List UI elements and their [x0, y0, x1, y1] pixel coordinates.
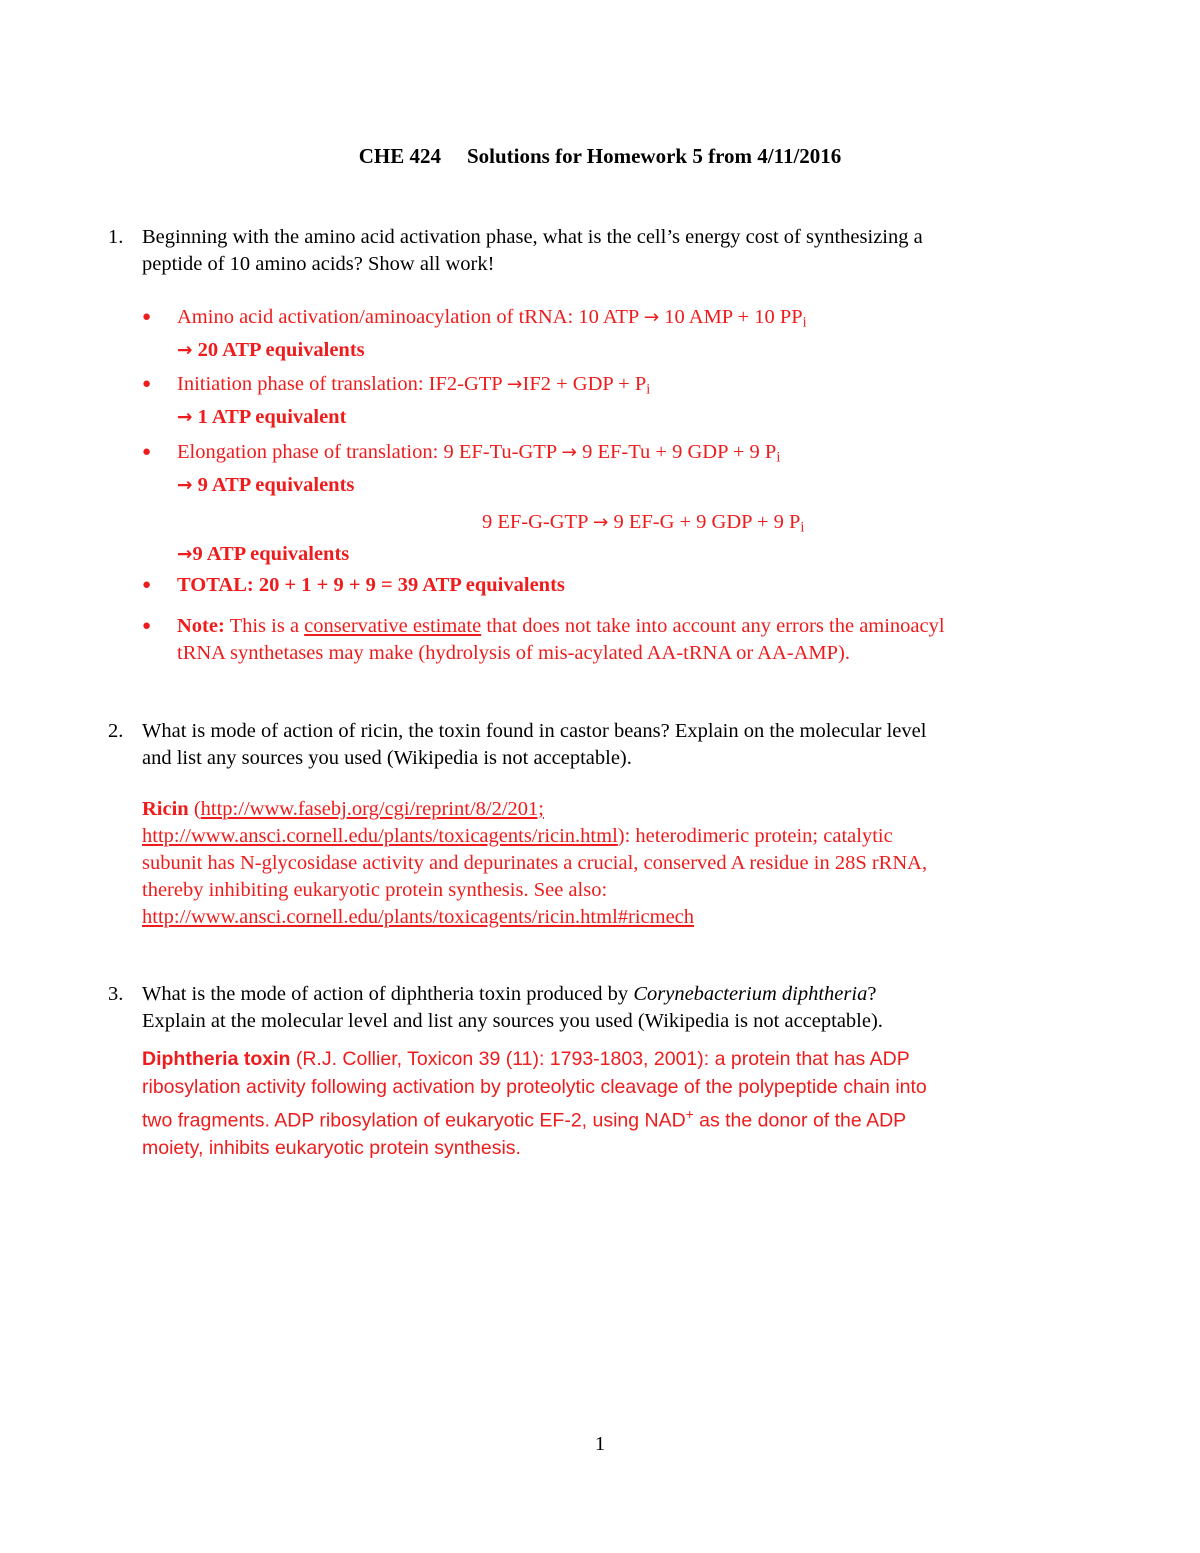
arrow-right-icon: → [177, 339, 193, 361]
note-label: Note: [177, 615, 225, 637]
question-text [142, 224, 1068, 278]
arrow-right-icon: → [177, 406, 193, 428]
answer-text: ): heterodimeric protein; catalytic [617, 825, 893, 847]
question-number: 2. [108, 720, 124, 742]
source-link[interactable]: http://www.fasebj.org/cgi/reprint/8/2/201; [200, 798, 544, 820]
answer-2 [142, 796, 1072, 931]
bullet-text: This is a [229, 615, 300, 637]
arrow-right-icon: → [561, 442, 577, 463]
page-number: 1 [594, 1433, 606, 1455]
answer-label: Ricin [142, 798, 189, 820]
answer-text: subunit has N-glycosidase activity and depurinates a crucial, conserved A residue in 28S rRNA, [142, 852, 928, 874]
answer-label: Diphtheria toxin [142, 1048, 291, 1070]
paren: ( [193, 798, 201, 820]
species-name: Corynebacterium diphtheria [633, 983, 868, 1005]
bullet-text: 10 AMP + 10 PP [664, 306, 803, 328]
bullet-result: TOTAL: 20 + 1 + 9 + 9 = 39 ATP equivalents [177, 574, 565, 596]
arrow-right-icon: → [592, 511, 609, 533]
punctuation: ? [867, 983, 877, 1005]
answer-text: thereby inhibiting eukaryotic protein synthesis. See also: [142, 879, 608, 901]
answer-text: (R.J. Collier, Toxicon 39 (11): 1793-1803, 2001): a protein that has ADP [295, 1048, 910, 1070]
arrow-right-icon: → [507, 374, 523, 395]
bullet-text: Initiation phase of translation: IF2-GTP [177, 373, 502, 395]
bullet-icon: ● [142, 376, 152, 392]
bullet-icon: ● [142, 577, 152, 593]
arrow-right-icon: → [643, 307, 660, 328]
answer-text: two fragments. ADP ribosylation of eukaryotic EF-2, using NAD [142, 1109, 686, 1132]
bullet-text: Elongation phase of translation: 9 EF-Tu-GTP [177, 441, 557, 463]
subscript: i [802, 314, 807, 331]
bullet-text: tRNA synthetases may make (hydrolysis of mis-acylated AA-tRNA or AA-AMP). [177, 642, 851, 664]
bullet-icon: ● [142, 444, 152, 460]
arrow-right-icon: → [177, 474, 193, 496]
bullet-text: 9 EF-G + 9 GDP + 9 P [613, 510, 801, 533]
question-text [142, 981, 1068, 1035]
source-link[interactable]: http://www.ansci.cornell.edu/plants/toxicagents/ricin.html [142, 825, 618, 847]
title-heading: Solutions for Homework 5 from 4/11/2016 [466, 144, 842, 168]
answer-text: ribosylation activity following activation by proteolytic cleavage of the polypeptide chain into [142, 1075, 927, 1098]
answer-text: moiety, inhibits eukaryotic protein synthesis. [142, 1137, 521, 1159]
bullet-text: 9 EF-G-GTP [482, 510, 588, 533]
bullet-text: 9 EF-Tu + 9 GDP + 9 P [582, 441, 777, 463]
course-code: CHE 424 [358, 144, 441, 168]
question-line: Explain at the molecular level and list any sources you used (Wikipedia is not acceptable). [142, 1010, 883, 1032]
question-number: 3. [108, 983, 124, 1005]
question-number: 1. [108, 226, 124, 248]
bullet-result: 9 ATP equivalents [192, 543, 350, 566]
question-line: Beginning with the amino acid activation phase, what is the cell’s energy cost of synthesizing a [142, 226, 923, 248]
bullet-result: 1 ATP equivalent [197, 405, 347, 428]
bullet-text: Amino acid activation/aminoacylation of tRNA: 10 ATP [177, 306, 639, 328]
bullet-result: 20 ATP equivalents [197, 338, 365, 361]
subscript: i [646, 381, 651, 398]
bullet-result: 9 ATP equivalents [197, 473, 355, 496]
question-line: What is mode of action of ricin, the toxin found in castor beans? Explain on the molecular level [142, 720, 927, 742]
source-link[interactable]: http://www.ansci.cornell.edu/plants/toxicagents/ricin.html#ricmech [142, 906, 695, 928]
bullet-text: IF2 + GDP + P [522, 373, 647, 395]
underlined-text: conservative estimate [304, 615, 482, 637]
page-title [0, 141, 1200, 171]
question-text [142, 718, 1068, 772]
bullet-icon: ● [142, 618, 152, 634]
arrow-right-icon: → [177, 544, 193, 566]
subscript: i [776, 449, 781, 466]
bullet-text: that does not take into account any errors the aminoacyl [486, 615, 945, 637]
subscript: i [800, 519, 805, 536]
question-line: and list any sources you used (Wikipedia is not acceptable). [142, 747, 632, 769]
question-line: What is the mode of action of diphtheria toxin produced by [142, 983, 629, 1005]
superscript: + [685, 1107, 694, 1122]
answer-3 [142, 1046, 1072, 1163]
bullet-icon: ● [142, 309, 152, 325]
question-line: peptide of 10 amino acids? Show all work! [142, 253, 495, 275]
answer-text: as the donor of the ADP [699, 1109, 907, 1132]
